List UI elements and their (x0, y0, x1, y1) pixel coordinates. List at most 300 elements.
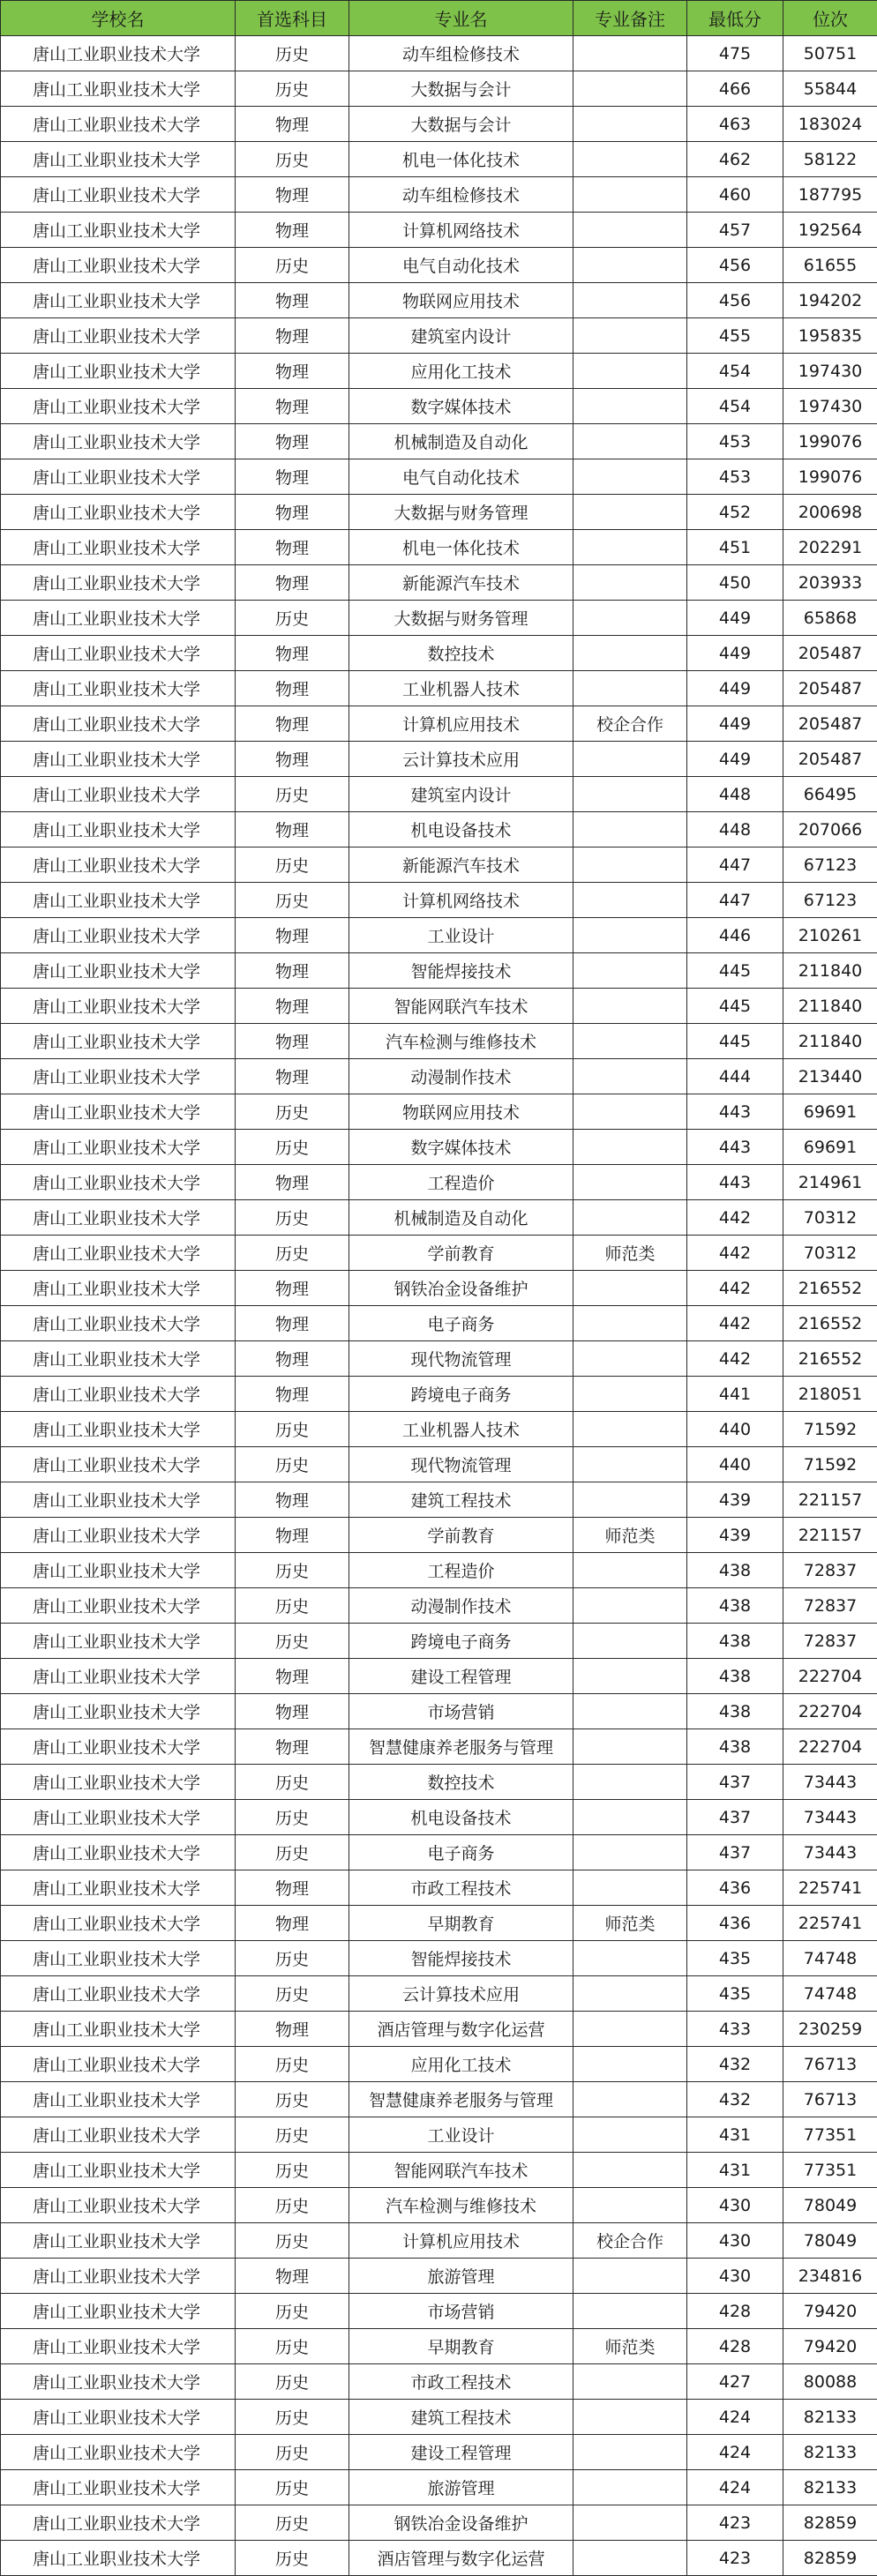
school-cell: 唐山工业职业技术大学 (1, 424, 236, 459)
subject-cell: 历史 (236, 2505, 349, 2541)
min-score-cell: 454 (687, 389, 783, 424)
school-cell: 唐山工业职业技术大学 (1, 2117, 236, 2153)
table-row (1, 1200, 877, 1236)
school-cell: 唐山工业职业技术大学 (1, 36, 236, 71)
major-cell: 工业机器人技术 (349, 1412, 573, 1447)
note-cell (573, 1870, 687, 1906)
rank-cell: 82859 (783, 2541, 877, 2576)
note-cell (573, 953, 687, 989)
rank-cell: 71592 (783, 1447, 877, 1482)
header-rank: 位次 (783, 1, 877, 36)
min-score-cell: 443 (687, 1094, 783, 1130)
major-cell: 新能源汽车技术 (349, 847, 573, 883)
subject-cell: 历史 (236, 2188, 349, 2223)
major-cell: 大数据与会计 (349, 107, 573, 142)
major-cell: 工程造价 (349, 1553, 573, 1588)
school-cell: 唐山工业职业技术大学 (1, 2400, 236, 2435)
rank-cell: 216552 (783, 1271, 877, 1306)
min-score-cell: 438 (687, 1588, 783, 1624)
rank-cell: 61655 (783, 248, 877, 283)
school-cell: 唐山工业职业技术大学 (1, 1130, 236, 1165)
subject-cell: 物理 (236, 1518, 349, 1553)
table-row (1, 1800, 877, 1835)
subject-cell: 物理 (236, 812, 349, 847)
min-score-cell: 451 (687, 530, 783, 565)
note-cell (573, 1306, 687, 1341)
rank-cell: 73443 (783, 1835, 877, 1870)
subject-cell: 物理 (236, 1906, 349, 1941)
table-row (1, 1659, 877, 1694)
major-cell: 早期教育 (349, 2329, 573, 2364)
table-row (1, 2047, 877, 2082)
rank-cell: 78049 (783, 2188, 877, 2223)
note-cell (573, 812, 687, 847)
min-score-cell: 447 (687, 883, 783, 918)
min-score-cell: 430 (687, 2223, 783, 2259)
note-cell (573, 2188, 687, 2223)
note-cell (573, 1835, 687, 1870)
table-row (1, 71, 877, 107)
major-cell: 建设工程管理 (349, 1659, 573, 1694)
min-score-cell: 449 (687, 671, 783, 706)
major-cell: 汽车检测与维修技术 (349, 1024, 573, 1059)
school-cell: 唐山工业职业技术大学 (1, 107, 236, 142)
header-row (1, 1, 877, 36)
school-cell: 唐山工业职业技术大学 (1, 1588, 236, 1624)
subject-cell: 物理 (236, 283, 349, 318)
school-cell: 唐山工业职业技术大学 (1, 1271, 236, 1306)
major-cell: 电子商务 (349, 1306, 573, 1341)
note-cell (573, 1800, 687, 1835)
major-cell: 酒店管理与数字化运营 (349, 2541, 573, 2576)
major-cell: 机电设备技术 (349, 1800, 573, 1835)
major-cell: 建筑工程技术 (349, 2400, 573, 2435)
note-cell (573, 1271, 687, 1306)
rank-cell: 216552 (783, 1341, 877, 1377)
rank-cell: 222704 (783, 1729, 877, 1765)
note-cell (573, 2153, 687, 2188)
table-row (1, 1941, 877, 1976)
rank-cell: 69691 (783, 1094, 877, 1130)
major-cell: 智能网联汽车技术 (349, 989, 573, 1024)
note-cell (573, 1482, 687, 1518)
table-row (1, 847, 877, 883)
school-cell: 唐山工业职业技术大学 (1, 953, 236, 989)
rank-cell: 218051 (783, 1377, 877, 1412)
school-cell: 唐山工业职业技术大学 (1, 1765, 236, 1800)
note-cell: 校企合作 (573, 706, 687, 742)
note-cell (573, 2047, 687, 2082)
school-cell: 唐山工业职业技术大学 (1, 2153, 236, 2188)
subject-cell: 历史 (236, 2435, 349, 2470)
note-cell (573, 742, 687, 777)
school-cell: 唐山工业职业技术大学 (1, 742, 236, 777)
note-cell (573, 565, 687, 601)
subject-cell: 历史 (236, 2470, 349, 2505)
school-cell: 唐山工业职业技术大学 (1, 918, 236, 953)
school-cell: 唐山工业职业技术大学 (1, 2470, 236, 2505)
table-row (1, 883, 877, 918)
min-score-cell: 431 (687, 2153, 783, 2188)
min-score-cell: 424 (687, 2400, 783, 2435)
rank-cell: 195835 (783, 318, 877, 354)
rank-cell: 211840 (783, 1024, 877, 1059)
rank-cell: 197430 (783, 354, 877, 389)
min-score-cell: 442 (687, 1200, 783, 1236)
school-cell: 唐山工业职业技术大学 (1, 1553, 236, 1588)
rank-cell: 72837 (783, 1624, 877, 1659)
note-cell (573, 177, 687, 213)
school-cell: 唐山工业职业技术大学 (1, 248, 236, 283)
min-score-cell: 445 (687, 953, 783, 989)
subject-cell: 历史 (236, 2153, 349, 2188)
major-cell: 市场营销 (349, 2294, 573, 2329)
note-cell: 师范类 (573, 1906, 687, 1941)
major-cell: 建筑室内设计 (349, 318, 573, 354)
min-score-cell: 441 (687, 1377, 783, 1412)
note-cell (573, 2082, 687, 2117)
subject-cell: 历史 (236, 2047, 349, 2082)
rank-cell: 71592 (783, 1412, 877, 1447)
table-row (1, 1976, 877, 2012)
note-cell (573, 459, 687, 495)
subject-cell: 物理 (236, 495, 349, 530)
table-row (1, 318, 877, 354)
school-cell: 唐山工业职业技术大学 (1, 318, 236, 354)
subject-cell: 物理 (236, 2012, 349, 2047)
subject-cell: 历史 (236, 2329, 349, 2364)
major-cell: 学前教育 (349, 1518, 573, 1553)
note-cell (573, 389, 687, 424)
table-row (1, 2294, 877, 2329)
note-cell (573, 1094, 687, 1130)
min-score-cell: 442 (687, 1341, 783, 1377)
table-row (1, 636, 877, 671)
rank-cell: 222704 (783, 1694, 877, 1729)
min-score-cell: 438 (687, 1659, 783, 1694)
note-cell (573, 107, 687, 142)
school-cell: 唐山工业职业技术大学 (1, 213, 236, 248)
school-cell: 唐山工业职业技术大学 (1, 177, 236, 213)
major-cell: 云计算技术应用 (349, 742, 573, 777)
major-cell: 工程造价 (349, 1165, 573, 1200)
subject-cell: 物理 (236, 1024, 349, 1059)
header-school: 学校名 (1, 1, 236, 36)
min-score-cell: 446 (687, 918, 783, 953)
rank-cell: 211840 (783, 989, 877, 1024)
note-cell (573, 636, 687, 671)
table-row (1, 2012, 877, 2047)
subject-cell: 物理 (236, 424, 349, 459)
subject-cell: 物理 (236, 1482, 349, 1518)
table-row (1, 459, 877, 495)
school-cell: 唐山工业职业技术大学 (1, 1976, 236, 2012)
table-row (1, 1835, 877, 1870)
subject-cell: 历史 (236, 883, 349, 918)
table-row (1, 354, 877, 389)
major-cell: 工业机器人技术 (349, 671, 573, 706)
school-cell: 唐山工业职业技术大学 (1, 1906, 236, 1941)
table-row (1, 2259, 877, 2294)
rank-cell: 55844 (783, 71, 877, 107)
note-cell (573, 918, 687, 953)
subject-cell: 物理 (236, 1341, 349, 1377)
note-cell (573, 1412, 687, 1447)
min-score-cell: 423 (687, 2505, 783, 2541)
table-row (1, 565, 877, 601)
min-score-cell: 449 (687, 742, 783, 777)
school-cell: 唐山工业职业技术大学 (1, 354, 236, 389)
subject-cell: 历史 (236, 2223, 349, 2259)
school-cell: 唐山工业职业技术大学 (1, 989, 236, 1024)
rank-cell: 67123 (783, 883, 877, 918)
min-score-cell: 439 (687, 1482, 783, 1518)
note-cell (573, 424, 687, 459)
subject-cell: 历史 (236, 2294, 349, 2329)
subject-cell: 物理 (236, 177, 349, 213)
rank-cell: 74748 (783, 1941, 877, 1976)
rank-cell: 72837 (783, 1588, 877, 1624)
note-cell: 师范类 (573, 1236, 687, 1271)
rank-cell: 216552 (783, 1306, 877, 1341)
major-cell: 智能网联汽车技术 (349, 2153, 573, 2188)
note-cell (573, 847, 687, 883)
min-score-cell: 440 (687, 1412, 783, 1447)
table-row (1, 671, 877, 706)
major-cell: 电子商务 (349, 1835, 573, 1870)
min-score-cell: 430 (687, 2259, 783, 2294)
note-cell (573, 213, 687, 248)
min-score-cell: 454 (687, 354, 783, 389)
school-cell: 唐山工业职业技术大学 (1, 2223, 236, 2259)
school-cell: 唐山工业职业技术大学 (1, 636, 236, 671)
rank-cell: 221157 (783, 1518, 877, 1553)
table-row (1, 36, 877, 71)
header-min-score: 最低分 (687, 1, 783, 36)
min-score-cell: 475 (687, 36, 783, 71)
note-cell (573, 71, 687, 107)
min-score-cell: 455 (687, 318, 783, 354)
note-cell: 校企合作 (573, 2223, 687, 2259)
major-cell: 计算机网络技术 (349, 883, 573, 918)
table-row (1, 1518, 877, 1553)
table-row (1, 2400, 877, 2435)
note-cell (573, 1765, 687, 1800)
subject-cell: 物理 (236, 742, 349, 777)
note-cell (573, 1588, 687, 1624)
note-cell (573, 495, 687, 530)
table-row (1, 1236, 877, 1271)
major-cell: 旅游管理 (349, 2259, 573, 2294)
note-cell (573, 1200, 687, 1236)
major-cell: 大数据与会计 (349, 71, 573, 107)
min-score-cell: 442 (687, 1271, 783, 1306)
subject-cell: 历史 (236, 1130, 349, 1165)
major-cell: 工业设计 (349, 2117, 573, 2153)
subject-cell: 物理 (236, 636, 349, 671)
major-cell: 机电一体化技术 (349, 142, 573, 177)
note-cell (573, 2505, 687, 2541)
major-cell: 市场营销 (349, 1694, 573, 1729)
table-row (1, 777, 877, 812)
note-cell (573, 671, 687, 706)
major-cell: 早期教育 (349, 1906, 573, 1941)
note-cell (573, 883, 687, 918)
note-cell (573, 1694, 687, 1729)
rank-cell: 77351 (783, 2117, 877, 2153)
major-cell: 建筑室内设计 (349, 777, 573, 812)
school-cell: 唐山工业职业技术大学 (1, 1800, 236, 1835)
table-row (1, 1447, 877, 1482)
major-cell: 数控技术 (349, 636, 573, 671)
table-row (1, 1165, 877, 1200)
major-cell: 机械制造及自动化 (349, 424, 573, 459)
subject-cell: 历史 (236, 601, 349, 636)
rank-cell: 77351 (783, 2153, 877, 2188)
min-score-cell: 456 (687, 283, 783, 318)
min-score-cell: 449 (687, 706, 783, 742)
school-cell: 唐山工业职业技术大学 (1, 1624, 236, 1659)
min-score-cell: 438 (687, 1624, 783, 1659)
table-row (1, 1377, 877, 1412)
school-cell: 唐山工业职业技术大学 (1, 706, 236, 742)
min-score-cell: 437 (687, 1835, 783, 1870)
rank-cell: 221157 (783, 1482, 877, 1518)
min-score-cell: 442 (687, 1306, 783, 1341)
note-cell (573, 2400, 687, 2435)
rank-cell: 79420 (783, 2294, 877, 2329)
school-cell: 唐山工业职业技术大学 (1, 1341, 236, 1377)
school-cell: 唐山工业职业技术大学 (1, 2047, 236, 2082)
school-cell: 唐山工业职业技术大学 (1, 283, 236, 318)
rank-cell: 79420 (783, 2329, 877, 2364)
min-score-cell: 447 (687, 847, 783, 883)
rank-cell: 76713 (783, 2082, 877, 2117)
rank-cell: 205487 (783, 742, 877, 777)
school-cell: 唐山工业职业技术大学 (1, 2082, 236, 2117)
header-subject: 首选科目 (236, 1, 349, 36)
min-score-cell: 445 (687, 1024, 783, 1059)
subject-cell: 历史 (236, 1800, 349, 1835)
rank-cell: 213440 (783, 1059, 877, 1094)
rank-cell: 205487 (783, 636, 877, 671)
school-cell: 唐山工业职业技术大学 (1, 1306, 236, 1341)
table-row (1, 2082, 877, 2117)
major-cell: 数控技术 (349, 1765, 573, 1800)
school-cell: 唐山工业职业技术大学 (1, 71, 236, 107)
table-row (1, 2435, 877, 2470)
subject-cell: 历史 (236, 1447, 349, 1482)
subject-cell: 物理 (236, 953, 349, 989)
major-cell: 跨境电子商务 (349, 1377, 573, 1412)
table-row (1, 1553, 877, 1588)
min-score-cell: 435 (687, 1941, 783, 1976)
subject-cell: 历史 (236, 71, 349, 107)
note-cell (573, 1553, 687, 1588)
min-score-cell: 436 (687, 1906, 783, 1941)
table-row (1, 1024, 877, 1059)
subject-cell: 物理 (236, 671, 349, 706)
rank-cell: 80088 (783, 2364, 877, 2400)
min-score-cell: 443 (687, 1165, 783, 1200)
note-cell (573, 1624, 687, 1659)
note-cell (573, 318, 687, 354)
table-row (1, 389, 877, 424)
table-row (1, 1624, 877, 1659)
school-cell: 唐山工业职业技术大学 (1, 1694, 236, 1729)
subject-cell: 物理 (236, 459, 349, 495)
major-cell: 电气自动化技术 (349, 248, 573, 283)
note-cell (573, 354, 687, 389)
note-cell (573, 1659, 687, 1694)
subject-cell: 历史 (236, 142, 349, 177)
subject-cell: 物理 (236, 1059, 349, 1094)
major-cell: 酒店管理与数字化运营 (349, 2012, 573, 2047)
subject-cell: 物理 (236, 1306, 349, 1341)
min-score-cell: 448 (687, 812, 783, 847)
table-row (1, 283, 877, 318)
note-cell (573, 2364, 687, 2400)
major-cell: 汽车检测与维修技术 (349, 2188, 573, 2223)
subject-cell: 物理 (236, 1729, 349, 1765)
min-score-cell: 457 (687, 213, 783, 248)
school-cell: 唐山工业职业技术大学 (1, 565, 236, 601)
rank-cell: 69691 (783, 1130, 877, 1165)
min-score-cell: 453 (687, 424, 783, 459)
note-cell (573, 2435, 687, 2470)
rank-cell: 50751 (783, 36, 877, 71)
major-cell: 计算机网络技术 (349, 213, 573, 248)
table-row (1, 1306, 877, 1341)
subject-cell: 历史 (236, 847, 349, 883)
major-cell: 动漫制作技术 (349, 1059, 573, 1094)
major-cell: 建设工程管理 (349, 2435, 573, 2470)
rank-cell: 222704 (783, 1659, 877, 1694)
note-cell (573, 2012, 687, 2047)
min-score-cell: 439 (687, 1518, 783, 1553)
subject-cell: 历史 (236, 1588, 349, 1624)
note-cell (573, 2470, 687, 2505)
subject-cell: 历史 (236, 2541, 349, 2576)
subject-cell: 物理 (236, 389, 349, 424)
rank-cell: 225741 (783, 1870, 877, 1906)
rank-cell: 202291 (783, 530, 877, 565)
note-cell (573, 1941, 687, 1976)
major-cell: 现代物流管理 (349, 1341, 573, 1377)
school-cell: 唐山工业职业技术大学 (1, 1729, 236, 1765)
table-row (1, 495, 877, 530)
note-cell (573, 2259, 687, 2294)
table-row (1, 1271, 877, 1306)
subject-cell: 物理 (236, 918, 349, 953)
table-row (1, 1412, 877, 1447)
school-cell: 唐山工业职业技术大学 (1, 1870, 236, 1906)
rank-cell: 82133 (783, 2470, 877, 2505)
min-score-cell: 462 (687, 142, 783, 177)
table-row (1, 213, 877, 248)
table-row (1, 2364, 877, 2400)
table-row (1, 1130, 877, 1165)
rank-cell: 210261 (783, 918, 877, 953)
subject-cell: 历史 (236, 1236, 349, 1271)
min-score-cell: 424 (687, 2470, 783, 2505)
subject-cell: 物理 (236, 2259, 349, 2294)
min-score-cell: 438 (687, 1553, 783, 1588)
rank-cell: 194202 (783, 283, 877, 318)
table-row (1, 918, 877, 953)
major-cell: 钢铁冶金设备维护 (349, 1271, 573, 1306)
min-score-cell: 428 (687, 2329, 783, 2364)
